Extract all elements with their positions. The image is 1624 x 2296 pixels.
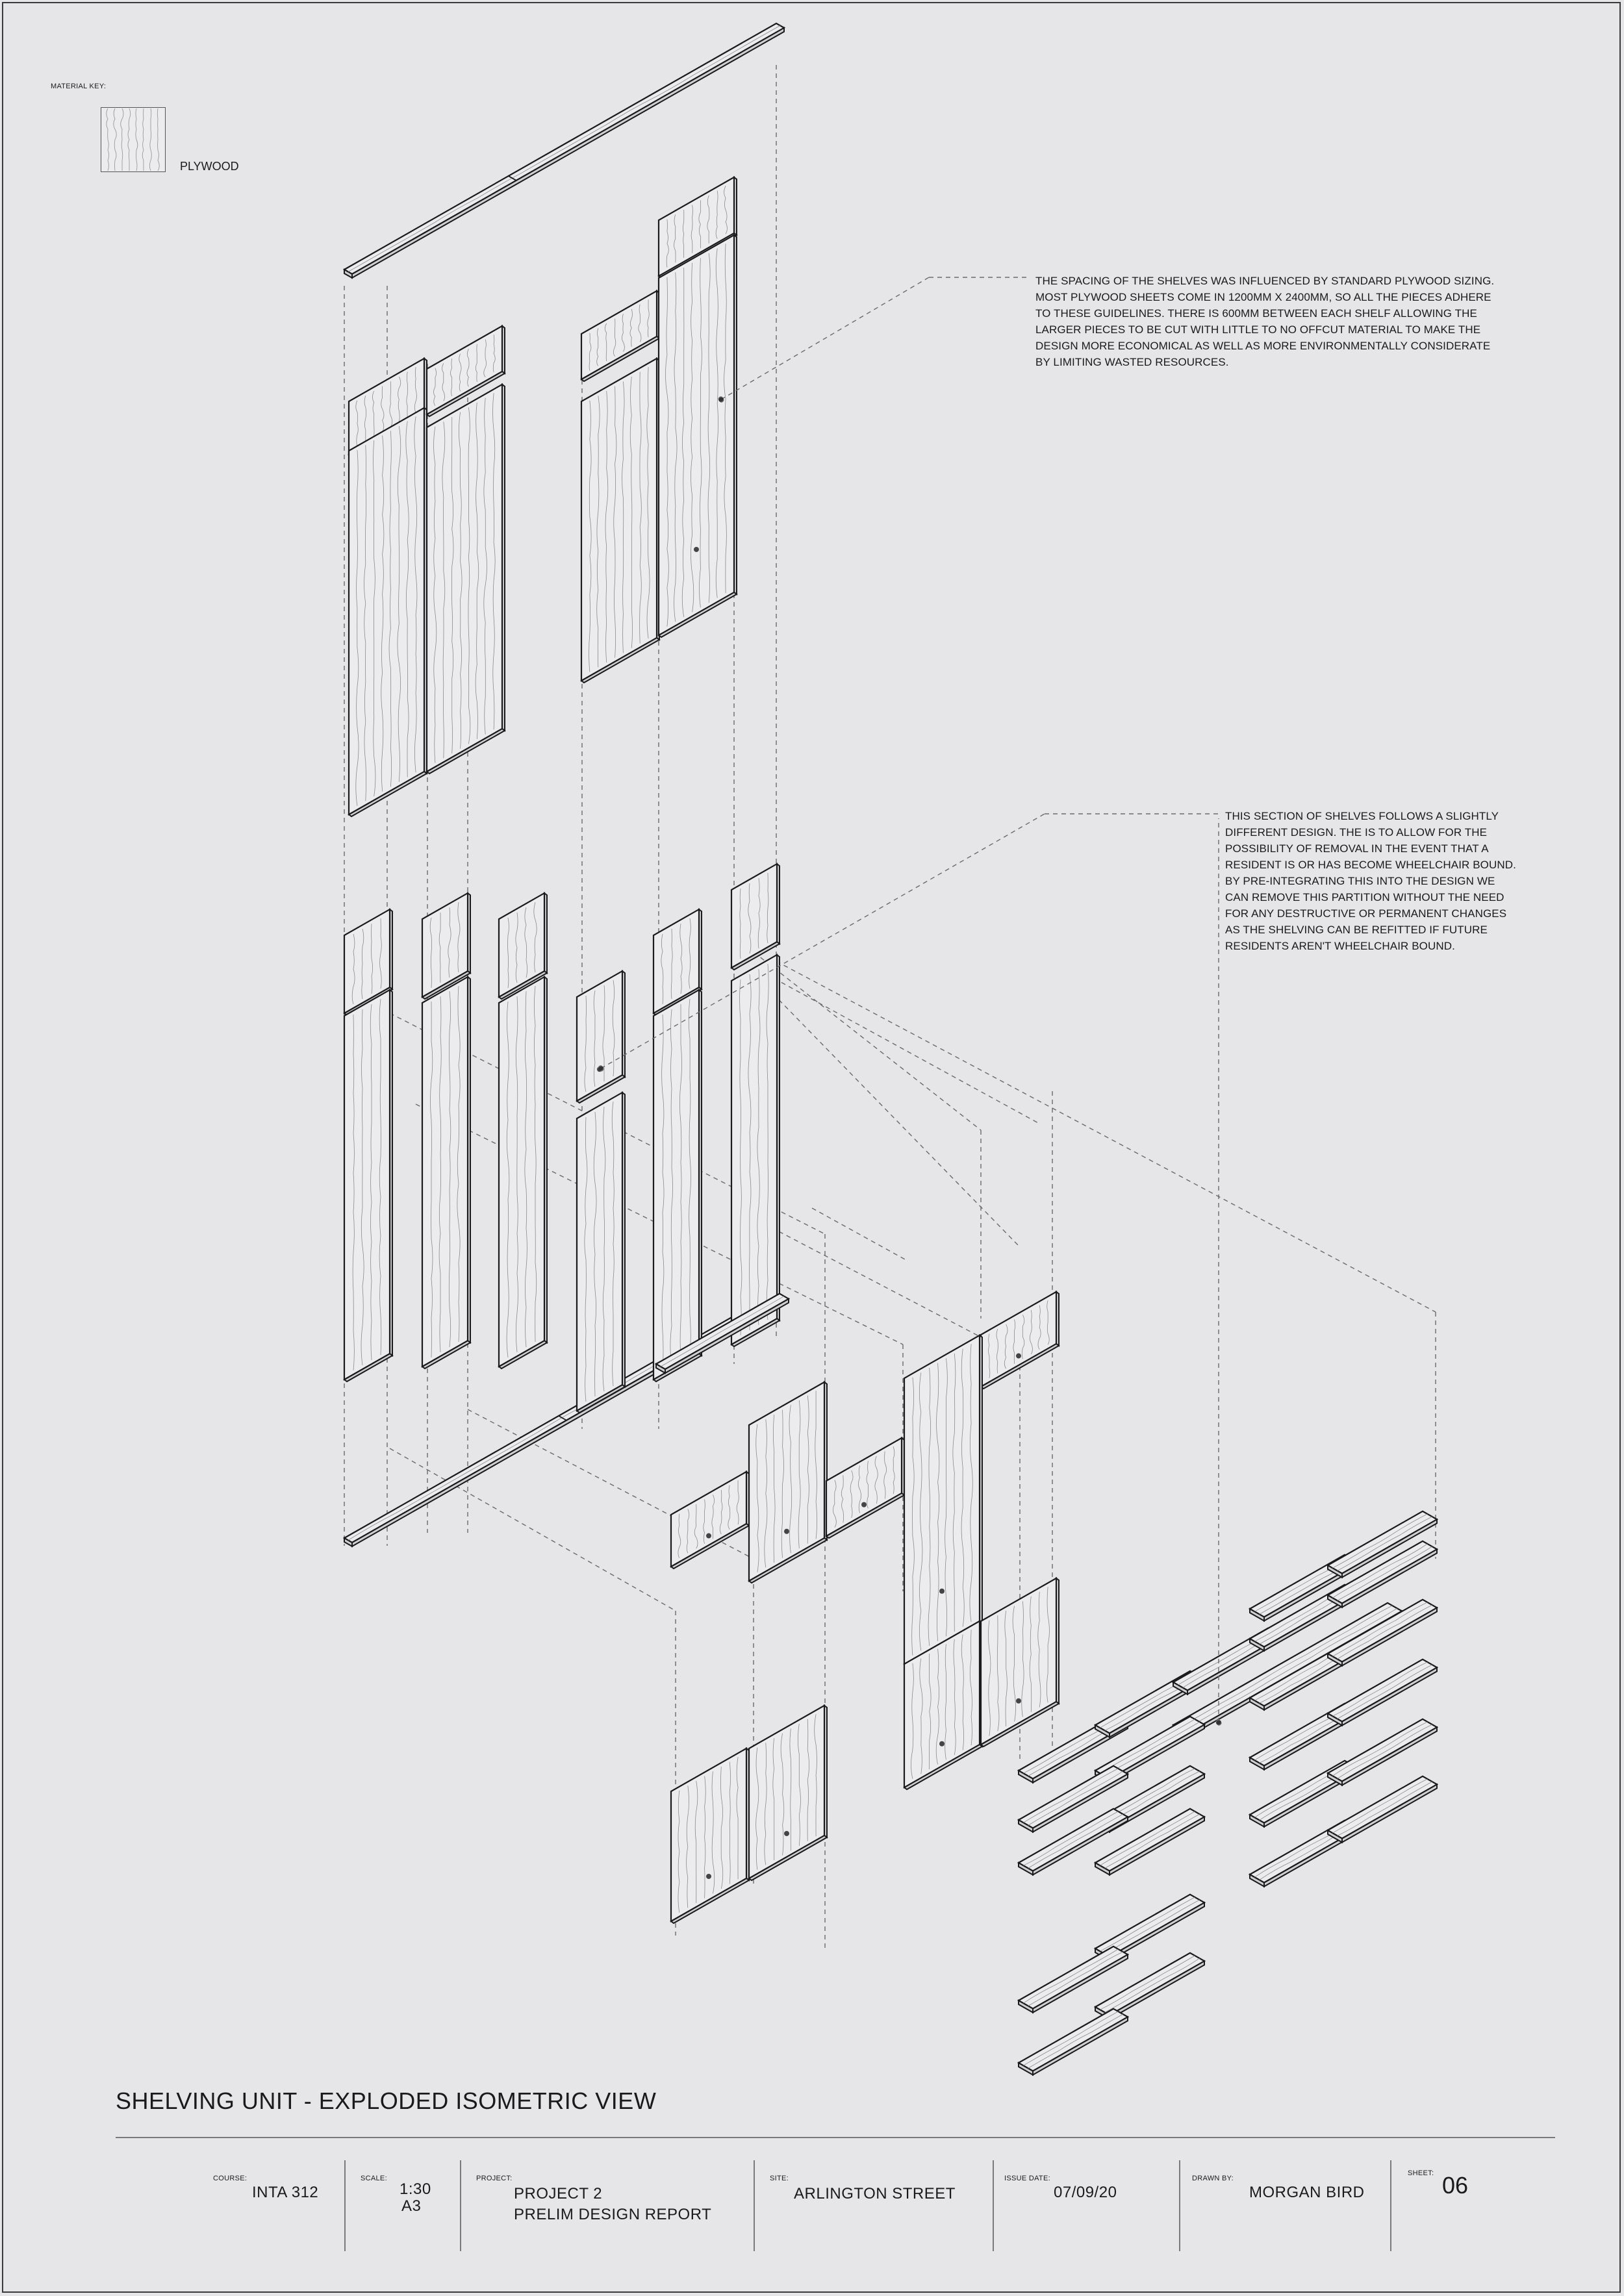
course-value: INTA 312 xyxy=(252,2184,319,2201)
title-block-divider xyxy=(754,2160,755,2251)
material-key-plywood-label: PLYWOOD xyxy=(180,160,239,173)
title-block-divider xyxy=(344,2160,346,2251)
panel-upper-a xyxy=(349,408,427,816)
material-key-label: MATERIAL KEY: xyxy=(51,82,107,90)
leader-dot xyxy=(598,1066,603,1071)
door-bottom-1 xyxy=(671,1748,749,1923)
door-tall xyxy=(904,1335,982,1666)
shelf-board-24 xyxy=(1019,2009,1128,2075)
scale-paper: A3 xyxy=(401,2197,422,2215)
project-label: PROJECT: xyxy=(476,2175,513,2182)
note-removable-section: THIS SECTION OF SHELVES FOLLOWS A SLIGHTLY DIFFERENT DESIGN. THE IS TO ALLOW FOR THE POSSIBILITY OF REMOVAL IN THE EVENT THAT A RESIDENT IS OR HAS BECOME WHEELCHAIR BOUND. BY PRE-INTEGRATING THIS INTO THE DESIGN WE CAN REMOVE THIS PARTITION WITHOUT THE NEED FOR ANY DESTRUCTIVE OR PERMANENT CHANGES AS THE SHELVING CAN BE REFITTED IF FUTURE RESIDENTS AREN'T WHEELCHAIR BOUND. xyxy=(1225,810,1516,952)
panel-upper-c xyxy=(581,359,659,683)
door-small-2 xyxy=(749,1382,827,1583)
divider-top-6 xyxy=(731,864,780,970)
title-block-divider xyxy=(993,2160,994,2251)
plywood-swatch xyxy=(101,107,166,172)
panel-small-right xyxy=(981,1292,1059,1389)
site-label: SITE: xyxy=(770,2175,789,2182)
divider-6 xyxy=(731,955,780,1346)
scale-value: 1:30 xyxy=(400,2180,431,2198)
title-block-rule xyxy=(116,2137,1555,2138)
project-subtitle: PRELIM DESIGN REPORT xyxy=(514,2206,712,2223)
shelf-board-18 xyxy=(1328,1719,1437,1785)
panel-upper-b xyxy=(427,385,505,774)
divider-3 xyxy=(499,977,547,1369)
door-small-1 xyxy=(671,1472,749,1569)
scale-label: SCALE: xyxy=(361,2175,387,2182)
door-bottom-2 xyxy=(749,1706,827,1880)
site-value: ARLINGTON STREET xyxy=(794,2185,956,2202)
sheet-label: SHEET: xyxy=(1408,2169,1434,2177)
drawn-by-label: DRAWN BY: xyxy=(1192,2175,1234,2182)
course-label: COURSE: xyxy=(213,2175,247,2182)
project-value: PROJECT 2 xyxy=(514,2185,603,2202)
divider-4 xyxy=(577,1092,625,1413)
title-block-divider xyxy=(1390,2160,1391,2251)
divider-1 xyxy=(344,990,392,1381)
divider-2 xyxy=(422,977,470,1369)
note-shelf-spacing: THE SPACING OF THE SHELVES WAS INFLUENCED BY STANDARD PLYWOOD SIZING. MOST PLYWOOD SHEETS COME IN 1200MM X 2400MM, SO ALL THE PIECES ADHERE TO THESE GUIDELINES. THERE IS 600MM BETWEEN EACH SHELF ALLOWING THE LARGER PIECES TO BE CUT WITH LITTLE TO NO OFFCUT MATERIAL TO MAKE THE DESIGN MORE ECONOMICAL AS WELL AS MORE ENVIRONMENTALLY CONSIDERATE BY LIMITING WASTED RESOURCES. xyxy=(1035,275,1495,368)
drawn-by-value: MORGAN BIRD xyxy=(1249,2184,1365,2201)
door-lower-right xyxy=(981,1578,1059,1747)
sheet-number: 06 xyxy=(1442,2172,1469,2199)
drawing-title: SHELVING UNIT - EXPLODED ISOMETRIC VIEW xyxy=(116,2088,657,2114)
issue-date-label: ISSUE DATE: xyxy=(1004,2175,1050,2182)
door-small-3 xyxy=(826,1438,904,1538)
title-block-divider xyxy=(1179,2160,1180,2251)
issue-date-value: 07/09/20 xyxy=(1054,2184,1117,2201)
divider-5 xyxy=(653,990,702,1381)
title-block-divider xyxy=(460,2160,461,2251)
shelf-board-20 xyxy=(1328,1776,1437,1843)
leader-dot xyxy=(1216,1720,1221,1725)
panel-upper-d xyxy=(659,235,737,637)
divider-top-4 xyxy=(577,971,625,1103)
shelf-board-16 xyxy=(1328,1659,1437,1726)
leader-dot xyxy=(718,397,724,402)
